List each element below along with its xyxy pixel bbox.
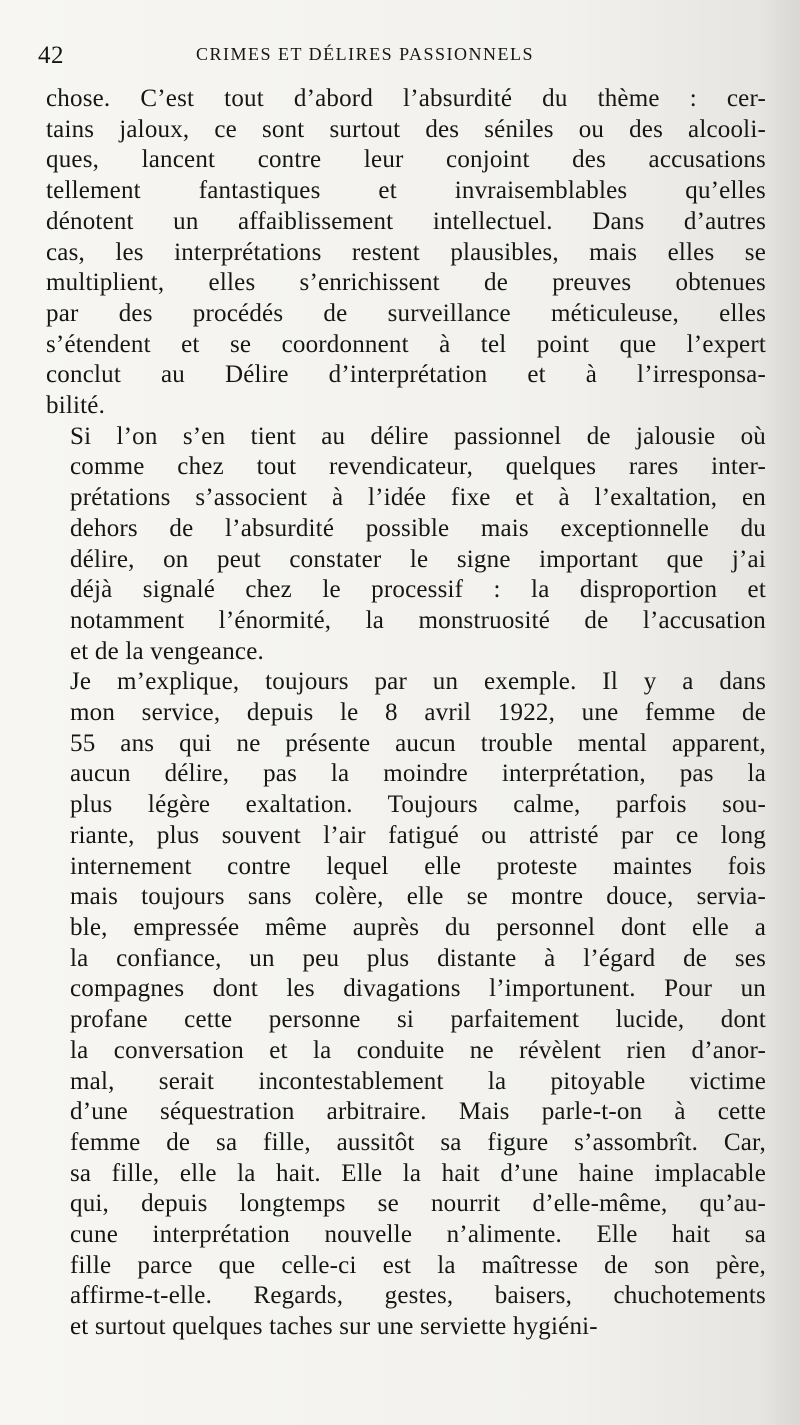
text-line: et de la vengeance.	[70, 637, 264, 665]
text-line: cune interprétation nouvelle n’alimente. Elle hait sa	[70, 1221, 766, 1249]
text-line: ble, empressée même auprès du personnel dont elle a	[70, 913, 766, 941]
page-number: 42	[38, 42, 64, 69]
text-line: s’étendent et se coordonnent à tel point que l’expert	[46, 330, 766, 358]
text-line: ques, lancent contre leur conjoint des accusations	[46, 146, 766, 174]
text-line: et surtout quelques taches sur une serviette hygiéni-	[70, 1313, 598, 1341]
text-line: d’une séquestration arbitraire. Mais parle-t-on à cette	[70, 1098, 766, 1126]
text-line: la conversation et la conduite ne révèlent rien d’anor-	[70, 1036, 766, 1064]
text-line: dehors de l’absurdité possible mais exceptionnelle du	[70, 514, 766, 542]
running-head: CRIMES ET DÉLIRES PASSIONNELS	[196, 44, 535, 64]
text-line: plus légère exaltation. Toujours calme, parfois sou-	[70, 791, 766, 819]
text-line: Je m’explique, toujours par un exemple. Il y a dans	[70, 668, 766, 696]
text-line: la confiance, un peu plus distante à l’égard de ses	[70, 944, 766, 972]
text-line: profane cette personne si parfaitement lucide, dont	[70, 1006, 766, 1034]
text-line: bilité.	[46, 392, 106, 420]
text-line: dénotent un affaiblissement intellectuel. Dans d’autres	[46, 207, 766, 235]
text-line: femme de sa fille, aussitôt sa figure s’assombrît. Car,	[70, 1128, 766, 1156]
text-line: mal, serait incontestablement la pitoyable victime	[70, 1067, 766, 1095]
text-line: 55 ans qui ne présente aucun trouble mental apparent,	[70, 729, 766, 757]
text-line: cas, les interprétations restent plausibles, mais elles se	[46, 238, 766, 266]
text-line: tellement fantastiques et invraisemblables qu’elles	[46, 177, 766, 205]
text-line: déjà signalé chez le processif : la disproportion et	[70, 576, 766, 604]
text-line: compagnes dont les divagations l’importunent. Pour un	[70, 975, 766, 1003]
text-line: affirme-t-elle. Regards, gestes, baisers, chuchotements	[70, 1282, 766, 1310]
text-line: fille parce que celle-ci est la maîtresse de son père,	[70, 1251, 766, 1279]
text-line: délire, on peut constater le signe important que j’ai	[70, 545, 766, 573]
text-line: riante, plus souvent l’air fatigué ou attristé par ce long	[70, 821, 766, 849]
text-line: multiplient, elles s’enrichissent de preuves obtenues	[46, 269, 766, 297]
text-line: tains jaloux, ce sont surtout des séniles ou des alcooli-	[46, 115, 766, 143]
page-header	[38, 38, 758, 78]
text-line: mais toujours sans colère, elle se montre douce, servia-	[70, 883, 766, 911]
text-line: qui, depuis longtemps se nourrit d’elle-même, qu’au-	[70, 1190, 766, 1218]
text-line: chose. C’est tout d’abord l’absurdité du thème : cer-	[46, 85, 766, 112]
text-line: sa fille, elle la hait. Elle la hait d’une haine implacable	[70, 1159, 766, 1187]
text-line: mon service, depuis le 8 avril 1922, une femme de	[70, 699, 766, 727]
text-line: comme chez tout revendicateur, quelques rares inter-	[70, 453, 766, 481]
paragraph	[46, 84, 766, 422]
text-line: aucun délire, pas la moindre interprétation, pas la	[70, 760, 766, 788]
body-text	[46, 84, 766, 1343]
text-line: Si l’on s’en tient au délire passionnel de jalousie où	[70, 422, 766, 450]
text-line: internement contre lequel elle proteste maintes fois	[70, 852, 766, 880]
text-line: notamment l’énormité, la monstruosité de l’accusation	[70, 606, 766, 634]
text-line: par des procédés de surveillance méticuleuse, elles	[46, 299, 766, 327]
paragraph	[46, 667, 766, 1342]
text-line: conclut au Délire d’interprétation et à l’irresponsa-	[46, 361, 766, 389]
paragraph	[46, 422, 766, 668]
text-line: prétations s’associent à l’idée fixe et à l’exaltation, en	[70, 484, 766, 512]
